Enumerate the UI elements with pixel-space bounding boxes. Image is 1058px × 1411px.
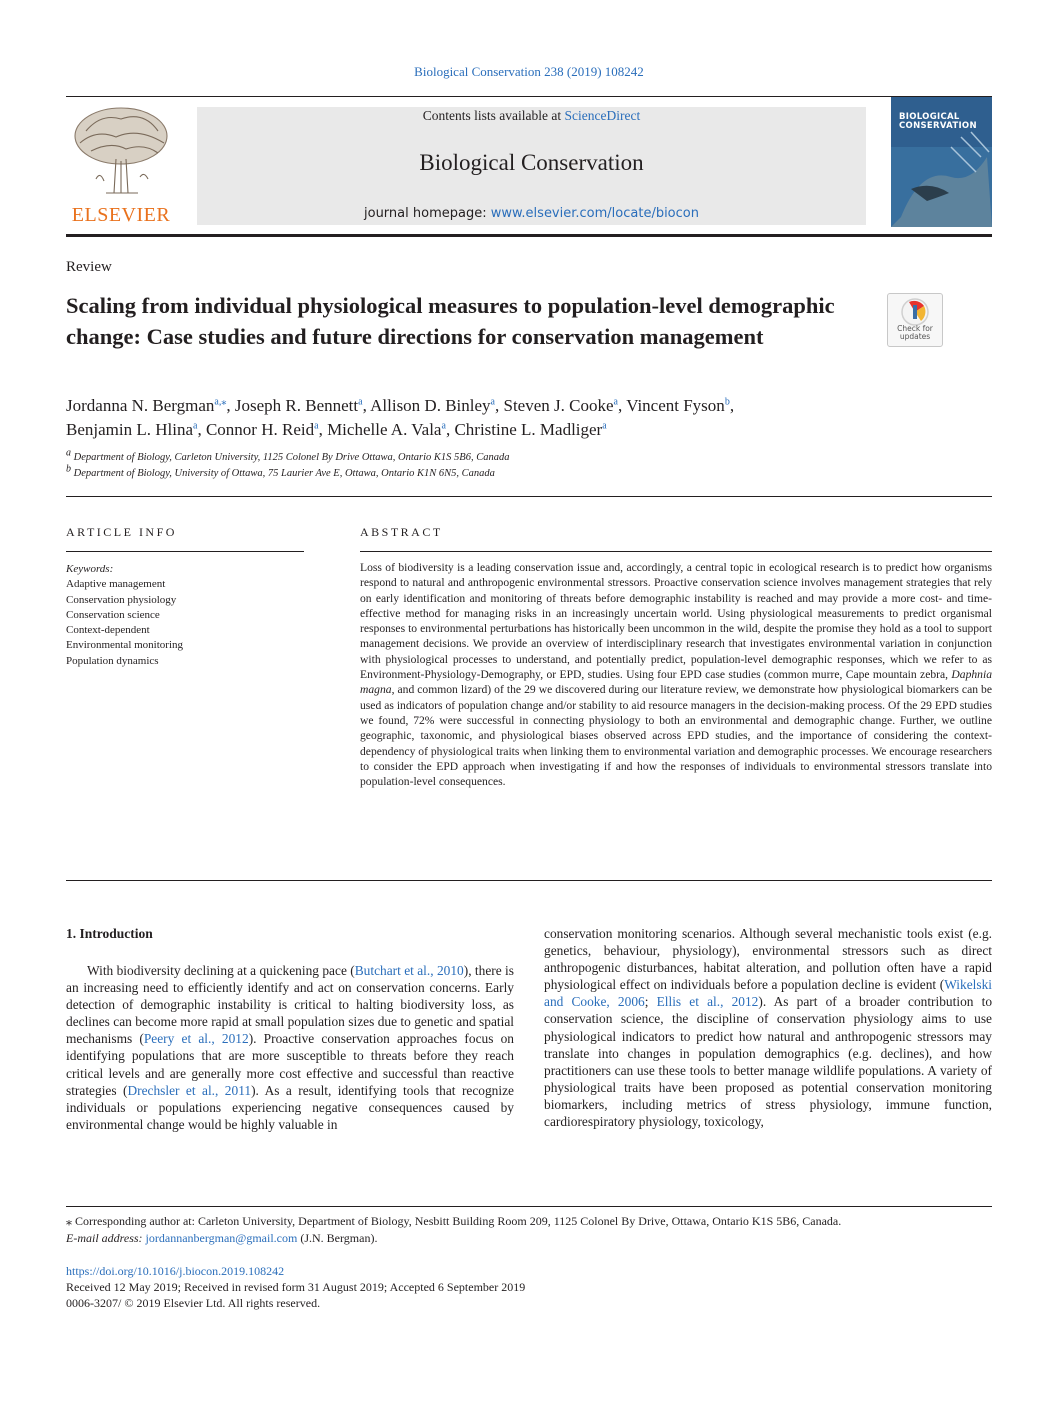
section-rule: [66, 496, 992, 497]
keyword-item: Context-dependent: [66, 624, 150, 637]
author-affiliation-marker[interactable]: a: [602, 420, 607, 432]
email-label: E-mail address:: [66, 1231, 146, 1245]
doi-link[interactable]: https://doi.org/10.1016/j.biocon.2019.108242: [66, 1264, 285, 1278]
author-name: Jordanna N. Bergman: [66, 396, 215, 415]
author-name: Christine L. Madliger: [454, 420, 603, 439]
author-affiliation-marker[interactable]: a: [314, 420, 319, 432]
section-rule: [66, 880, 992, 881]
corresponding-author-text: ⁎ Corresponding author at: Carleton University, Department of Biology, Nesbitt Building Room 209, 1125 Colonel By Drive, Ottawa, Ontario K1S 5B6, Canada.: [66, 1214, 842, 1228]
author-affiliation-marker[interactable]: a: [358, 396, 363, 408]
body-text: ). As part of a broader contribution to conservation science, the discipline of conservation physiology aims to use physiological indicators to predict how natural and anthropogenic stressors may translate into changes in population demographics (e.g. declines), and how practitioners can use these tools to better manage wildlife populations. A variety of physiological traits have been proposed as potential conservation monitoring biomarkers, including metrics of stress physiology, immune function, cardiorespiratory physiology, toxicology,: [544, 994, 993, 1130]
contents-prefix: Contents lists available at: [422, 108, 565, 123]
contents-availability-line: [197, 108, 866, 124]
abstract-text: [360, 560, 992, 789]
footnote-rule: [66, 1206, 992, 1207]
publication-info: [66, 1263, 992, 1311]
author-affiliation-marker[interactable]: a: [441, 420, 446, 432]
journal-homepage-link[interactable]: www.elsevier.com/locate/biocon: [490, 206, 699, 221]
received-dates: Received 12 May 2019; Received in revised form 31 August 2019; Accepted 6 September 2019: [66, 1280, 526, 1294]
article-title: Scaling from individual physiological measures to population-level demographic change: Case studies and future directions for conservation management: [66, 293, 835, 349]
header-rule: [66, 96, 992, 97]
author-affiliation-marker[interactable]: a: [193, 420, 198, 432]
species-name: Daphnia magna: [360, 668, 992, 697]
author-separator: ,: [495, 396, 504, 415]
abstract-heading: ABSTRACT: [360, 525, 443, 539]
body-text: ). Proactive conservation approaches focus on identifying populations that are more susceptible to threats before they reach critical levels and are generally more cost effective and successful than reactive strategies (: [66, 1031, 514, 1098]
citation-link[interactable]: Wikelski and Cooke, 2006: [544, 977, 992, 1010]
affiliation-item: [66, 447, 946, 466]
author-separator: ,: [318, 420, 328, 439]
author-name: Benjamin L. Hlina: [66, 420, 194, 439]
affiliation-marker: b: [66, 463, 71, 475]
affiliation-text: Department of Biology, Carleton University, 1125 Colonel By Drive Ottawa, Ontario K1S 5B6, Canada: [73, 452, 510, 463]
email-link[interactable]: jordannanbergman@gmail.com: [145, 1231, 298, 1245]
citation-link[interactable]: Drechsler et al., 2011: [127, 1082, 252, 1098]
keywords-list: [66, 562, 306, 669]
author-name: Steven J. Cooke: [503, 396, 614, 415]
author-list: [66, 394, 946, 442]
section-heading-introduction: 1. Introduction: [66, 926, 153, 941]
affiliation-text: Department of Biology, University of Ottawa, 75 Laurier Ave E, Ottawa, Ontario K1N 6N5, Canada: [73, 468, 495, 479]
author-separator: ,: [362, 396, 371, 415]
author-name: Joseph R. Bennett: [234, 396, 359, 415]
article-type: Review: [66, 259, 112, 275]
affiliations: [66, 447, 946, 482]
author-affiliation-marker[interactable]: a,⁎: [214, 396, 227, 408]
body-text: ;: [644, 994, 657, 1010]
journal-homepage-line: [197, 206, 866, 221]
body-text: ). As a result, identifying tools that recognize individuals or populations experiencing negative consequences caused by environmental change would be highly valuable in: [66, 1082, 514, 1132]
affiliation-item: [66, 463, 946, 482]
citation-link[interactable]: Butchart et al., 2010: [354, 963, 464, 978]
header-thick-rule: [66, 234, 992, 237]
author-separator: ,: [197, 420, 206, 439]
author-affiliation-marker[interactable]: a: [490, 396, 495, 408]
crossmark-label: Check for updates: [897, 324, 933, 341]
article-info-heading: ARTICLE INFO: [66, 525, 177, 539]
sciencedirect-link[interactable]: ScienceDirect: [564, 108, 641, 123]
keyword-item: Conservation science: [66, 608, 160, 621]
affiliation-marker: a: [66, 447, 71, 459]
author-name: Michelle A. Vala: [327, 420, 442, 439]
keyword-item: Adaptive management: [66, 578, 166, 591]
keyword-item: Environmental monitoring: [66, 639, 184, 652]
abstract-rule: [360, 551, 992, 552]
elsevier-wordmark: ELSEVIER: [71, 204, 171, 226]
body-paragraph: [66, 962, 514, 1133]
author-affiliation-marker[interactable]: a: [613, 396, 618, 408]
abstract-part: , and common lizard) of the 29 we discovered during our literature review, we demonstrate how physiological biomarkers can be used as indicators of population change and/or stability to aid resource managers in the decision-making process. Of the 29 EPD studies we found, 72% were successful in connecting physiology to both an environmental and demographic change. Further, we outline geographic, taxonomic, and physiological biases observed across EPD studies, and the importance of considering the context-dependency of physiological traits when linking them to environmental variation and demographic processes. We encourage researchers to consider the EPD approach when investigating if and how the responses of individuals to environmental stressors translate into population-level consequences.: [360, 683, 992, 789]
email-line: [66, 1230, 992, 1247]
body-text: With biodiversity declining at a quickening pace (: [87, 963, 355, 978]
journal-citation-link[interactable]: Biological Conservation 238 (2019) 108242: [414, 64, 644, 79]
body-column-left: [66, 962, 514, 1133]
citation-link[interactable]: Ellis et al., 2012: [656, 994, 759, 1010]
author-name: Vincent Fyson: [626, 396, 725, 415]
author-separator: ,: [445, 420, 455, 439]
homepage-prefix: journal homepage:: [364, 206, 491, 221]
author-separator: ,: [617, 396, 627, 415]
copyright-line: 0006-3207/ © 2019 Elsevier Ltd. All rights reserved.: [66, 1296, 321, 1310]
keyword-item: Population dynamics: [66, 654, 159, 667]
email-suffix: (J.N. Bergman).: [297, 1231, 378, 1245]
journal-cover-image: [891, 97, 992, 227]
body-column-right: [544, 925, 992, 1130]
check-for-updates-button[interactable]: [887, 293, 943, 347]
author-separator: ,: [729, 396, 735, 415]
author-separator: ,: [226, 396, 235, 415]
author-affiliation-marker[interactable]: b: [724, 396, 730, 408]
body-text: ), there is an increasing need to efficiently identify and act on conservation concerns. Early detection of demographic instability is critical to halting biodiversity loss, as declines can become more rapid at small population sizes due to genetic and spatial mechanisms (: [66, 963, 514, 1047]
cover-title: BIOLOGICAL CONSERVATION: [899, 112, 977, 131]
crossmark-icon: [900, 297, 930, 327]
article-info-rule: [66, 551, 304, 552]
abstract-part: Loss of biodiversity is a leading conservation issue and, accordingly, a central topic in ecological research is to predict how organisms respond to natural and anthropogenic environmental stressors. Proactive conservation science involves management strategies that rely on early identification and monitoring of threats before demographic instability is reached and may provide a more cost- and time-effective method for managing risks in an increasingly uncertain world. Using physiological measurements to predict organismal responses to environmental perturbations has historically been uncommon in the wild, despite the promise they hold as a tool to support management decisions. We provide an overview of interdisciplinary research that investigates environmental variation in conjunction with physiological processes to understand, and potentially predict, population-level demographic responses, which we refer to as Environment-Physiology-Demography, or EPD, studies. Using four EPD case studies (common murre, Cape mountain zebra,: [360, 561, 992, 682]
citation-link[interactable]: Peery et al., 2012: [143, 1031, 249, 1047]
author-name: Connor H. Reid: [205, 420, 315, 439]
keywords-label: Keywords:: [66, 563, 114, 575]
body-text: conservation monitoring scenarios. Although several mechanistic tools exist (e.g. genetics, behaviour, physiology), environmental stressors such as direct anthropogenic disturbances, habitat alteration, and pollution often have a rapid physiological effect on individuals before a population decline is evident (: [544, 926, 992, 993]
corresponding-author-footnote: [66, 1213, 992, 1247]
author-name: Allison D. Binley: [370, 396, 491, 415]
journal-name: Biological Conservation: [419, 150, 644, 175]
keyword-item: Conservation physiology: [66, 593, 177, 606]
